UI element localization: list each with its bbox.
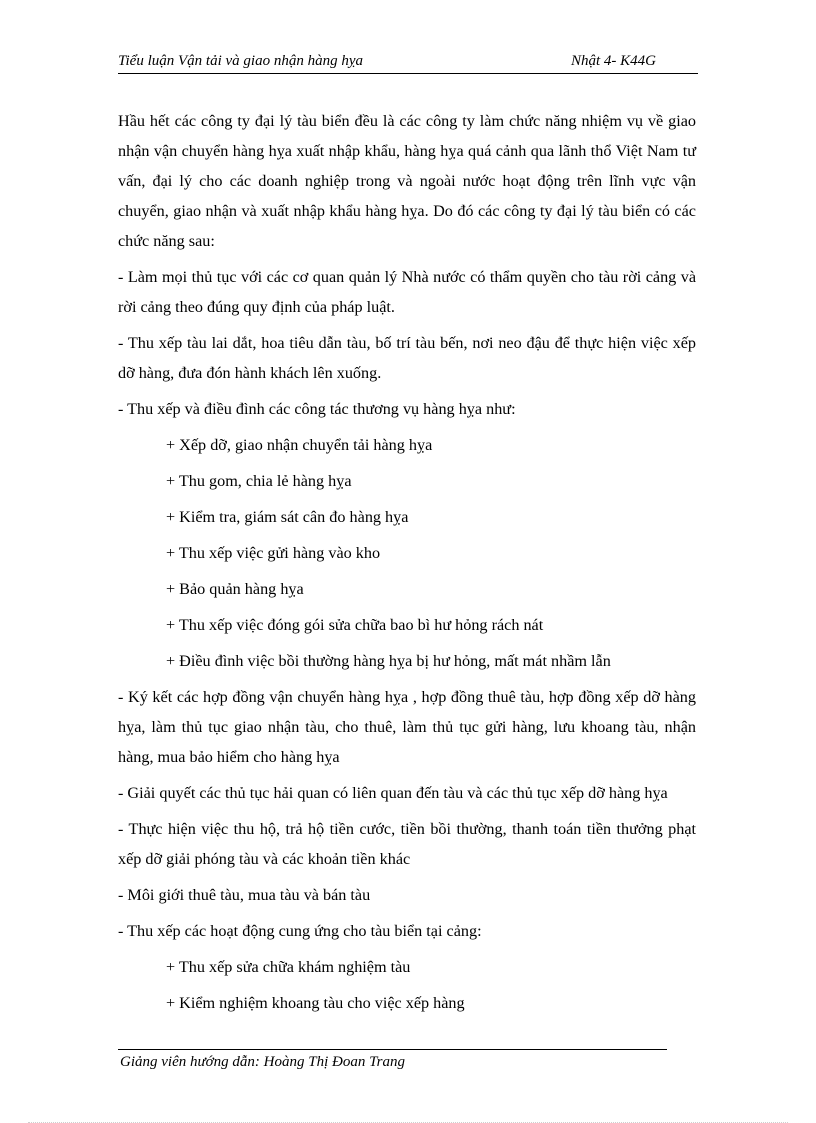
header-title: Tiểu luận Vận tải và giao nhận hàng hỵa xyxy=(118,53,363,69)
list-item: - Thực hiện việc thu hộ, trả hộ tiền cước, tiền bồi thường, thanh toán tiền thưởng phạt xếp dỡ giải phóng tàu và các khoản tiền khác xyxy=(118,820,696,868)
sub-list-item: + Bảo quản hàng hỵa xyxy=(166,580,304,598)
page-header xyxy=(118,53,698,74)
sub-list-item: + Thu xếp việc gửi hàng vào kho xyxy=(166,544,381,562)
list-item: - Giải quyết các thủ tục hải quan có liên quan đến tàu và các thủ tục xếp dỡ hàng hỵa xyxy=(118,784,668,802)
footer-divider xyxy=(118,1049,667,1050)
sub-list-item: + Thu gom, chia lẻ hàng hỵa xyxy=(166,472,352,490)
list-item: - Làm mọi thủ tục với các cơ quan quản lý Nhà nước có thẩm quyền cho tàu rời cảng và rời cảng theo đúng quy định của pháp luật. xyxy=(118,268,696,316)
document-body xyxy=(118,106,696,1024)
sub-list-item: + Điều đình việc bồi thường hàng hỵa bị hư hỏng, mất mát nhầm lẫn xyxy=(166,652,611,670)
sub-list-item: + Thu xếp việc đóng gói sửa chữa bao bì hư hỏng rách nát xyxy=(166,616,544,634)
list-item: - Ký kết các hợp đồng vận chuyển hàng hỵa , hợp đồng thuê tàu, hợp đồng xếp dỡ hàng hỵa, làm thủ tục giao nhận tàu, cho thuê, làm thủ tục gửi hàng, lưu khoang tàu, nhận hàng, mua bảo hiểm cho hàng hỵa xyxy=(118,688,696,766)
header-author: Nhật 4- K44G xyxy=(571,53,657,69)
sub-list-item: + Xếp dỡ, giao nhận chuyển tải hàng hỵa xyxy=(166,436,433,454)
list-item: - Thu xếp các hoạt động cung ứng cho tàu biển tại cảng: xyxy=(118,922,482,940)
intro-paragraph: Hầu hết các công ty đại lý tàu biển đều là các công ty làm chức năng nhiệm vụ về giao nhận vận chuyển hàng hỵa xuất nhập khẩu, hàng hỵa quá cảnh qua lãnh thổ Việt Nam tư vấn, đại lý cho các doanh nghiệp trong và ngoài nước hoạt động trên lĩnh vực vận chuyển, giao nhận và xuất nhập khẩu hàng hỵa. Do đó các công ty đại lý tàu biển có các chức năng sau: xyxy=(118,112,696,250)
sub-list-item: + Kiểm nghiệm khoang tàu cho việc xếp hàng xyxy=(166,994,465,1012)
list-item: - Môi giới thuê tàu, mua tàu và bán tàu xyxy=(118,886,371,904)
page-footer: Giảng viên hướng dẫn: Hoàng Thị Đoan Trang xyxy=(120,1054,405,1070)
list-item: - Thu xếp tàu lai dắt, hoa tiêu dẫn tàu, bố trí tàu bến, nơi neo đậu để thực hiện việc xếp dỡ hàng, đưa đón hành khách lên xuống. xyxy=(118,334,696,382)
sub-list-item: + Kiểm tra, giám sát cân đo hàng hỵa xyxy=(166,508,409,526)
list-item: - Thu xếp và điều đình các công tác thương vụ hàng hỵa như: xyxy=(118,400,516,418)
sub-list-item: + Thu xếp sửa chữa khám nghiệm tàu xyxy=(166,958,411,976)
